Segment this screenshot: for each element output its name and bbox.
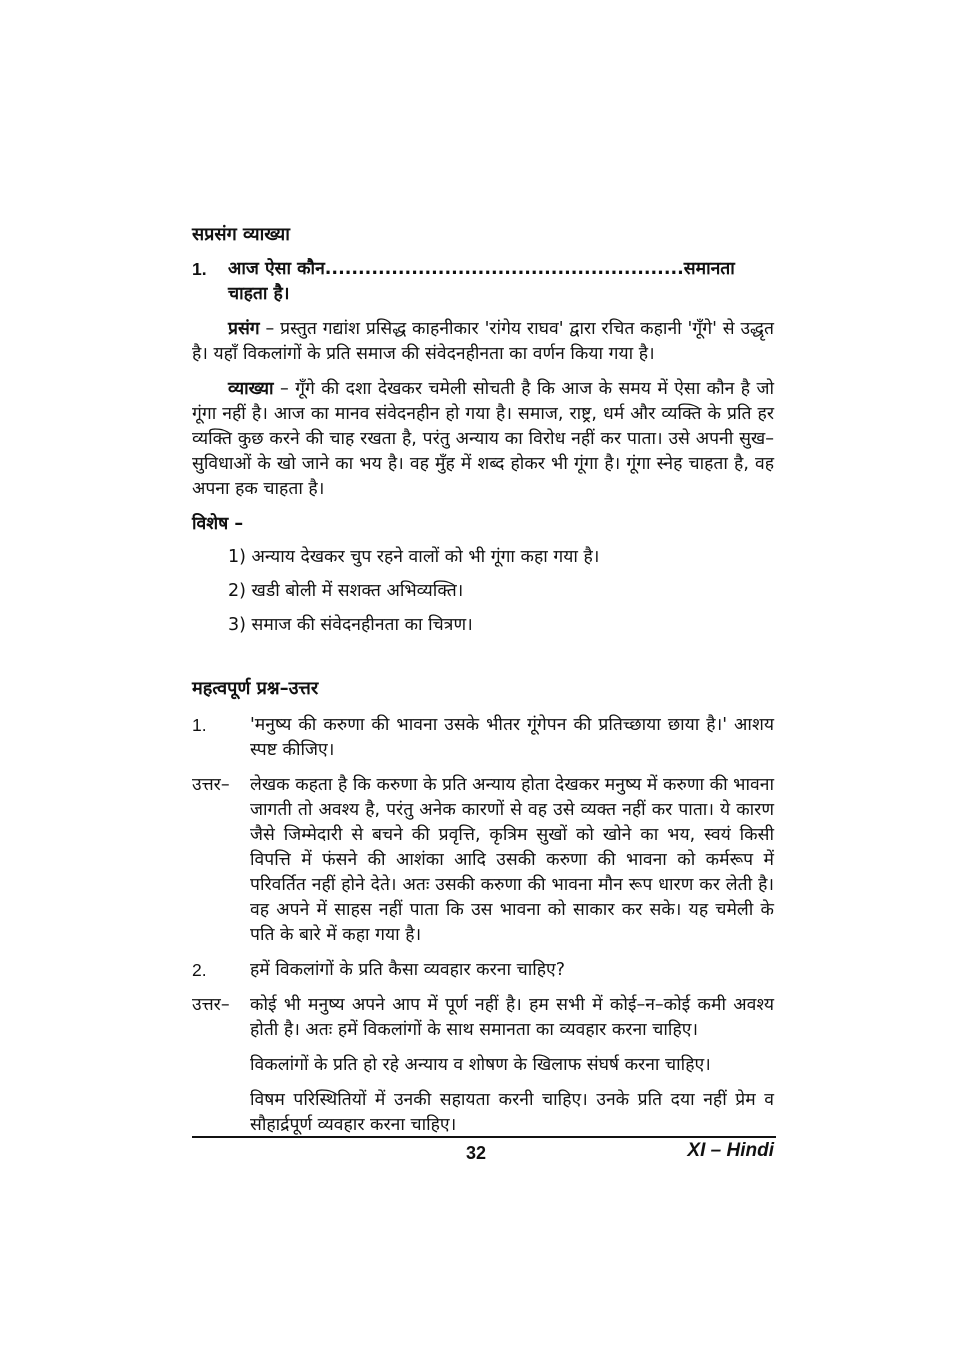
vyakhya-text: – गूँगे की दशा देखकर चमेली सोचती है कि आज के समय में ऐसा कौन है जो गूंगा नहीं है। आज का मानव संवेदनहीन हो गया है। समाज, राष्ट्र, धर्म और व्यक्ति के प्रति हर व्यक्ति कुछ करने की चाह रखता है, परंतु अन्याय का विरोध नहीं कर पाता। उसे अपनी सुख–सुविधाओं के खो जाने का भय है। वह मुँह में शब्द होकर भी गूंगा है। गूंगा स्नेह चाहता है, वह अपना हक चाहता है।: [192, 379, 774, 499]
question-1-text: 'मनुष्य की करुणा की भावना उसके भीतर गूंगेपन की प्रतिच्छाया छाया है।' आशय स्पष्ट कीजिए।: [250, 715, 774, 760]
footer-divider: [192, 1136, 776, 1138]
answer-2-extra-1: विकलांगों के प्रति हो रहे अन्याय व शोषण के खिलाफ संघर्ष करना चाहिए।: [250, 1055, 711, 1075]
passage-reference: [192, 257, 774, 307]
book-label: XI – Hindi: [687, 1140, 774, 1161]
prasang-label: प्रसंग: [228, 319, 260, 339]
question-2-text: हमें विकलांगों के प्रति कैसा व्यवहार करना चाहिए?: [250, 960, 566, 980]
question-1-number: 1.: [192, 715, 207, 735]
prasang-paragraph: [192, 317, 774, 367]
answer-1-label: उत्तर–: [192, 775, 230, 795]
passage-number: 1.: [192, 259, 207, 279]
answer-2-extra-2: विषम परिस्थितियों में उनकी सहायता करनी चाहिए। उनके प्रति दया नहीं प्रेम व सौहार्द्रपूर्ण व्यवहार करना चाहिए।: [250, 1090, 774, 1135]
vishesh-point-3: 3) समाज की संवेदनहीनता का चित्रण।: [228, 615, 473, 635]
section-heading-saprasang: सप्रसंग व्याख्या: [192, 224, 290, 245]
vishesh-point-2: 2) खडी बोली में सशक्त अभिव्यक्ति।: [228, 581, 464, 601]
question-2-number: 2.: [192, 960, 207, 980]
vyakhya-label: व्याख्या: [228, 379, 274, 399]
prasang-text: – प्रस्तुत गद्यांश प्रसिद्ध काहनीकार 'रांगेय राघव' द्वारा रचित कहानी 'गूँगे' से उद्धृत है। यहाँ विकलांगों के प्रति समाज की संवेदनहीनता का वर्णन किया गया है।: [192, 319, 774, 364]
vishesh-label: विशेष –: [192, 514, 244, 534]
question-1: [192, 713, 774, 763]
answer-2-text: कोई भी मनुष्य अपने आप में पूर्ण नहीं है। हम सभी में कोई–न–कोई कमी अवश्य होती है। अतः हमें विकलांगों के साथ समानता का व्यवहार करना चाहिए।: [250, 995, 774, 1040]
page-content: [192, 222, 774, 1148]
vyakhya-paragraph: [192, 377, 774, 502]
question-2: [192, 958, 774, 983]
answer-1: [192, 773, 774, 948]
vishesh-point-1: 1) अन्याय देखकर चुप रहने वालों को भी गूंगा कहा गया है।: [228, 547, 600, 567]
section-heading-prashn-uttar: महत्वपूर्ण प्रश्न–उत्तर: [192, 678, 319, 699]
passage-text: आज ऐसा कौन......................................................समानता चाहता है।: [228, 259, 735, 304]
answer-2-label: उत्तर–: [192, 995, 230, 1015]
answer-2: [192, 993, 774, 1043]
page-number: 32: [466, 1143, 487, 1163]
answer-1-text: लेखक कहता है कि करुणा के प्रति अन्याय होता देखकर मनुष्य में करुणा की भावना जागती तो अवश्य है, परंतु अनेक कारणों से वह उसे व्यक्त नहीं कर पाता। ये कारण जैसे जिम्मेदारी से बचने की प्रवृत्ति, कृत्रिम सुखों को खोने का भय, स्वयं किसी विपत्ति में फंसने की आशंका आदि उसकी करुणा की भावना को कर्मरूप में परिवर्तित नहीं होने देते। अतः उसकी करुणा की भावना मौन रूप धारण कर लेती है। वह अपने में साहस नहीं पाता कि उस भावना को साकार कर सके। यह चमेली के पति के बारे में कहा गया है।: [250, 775, 774, 945]
